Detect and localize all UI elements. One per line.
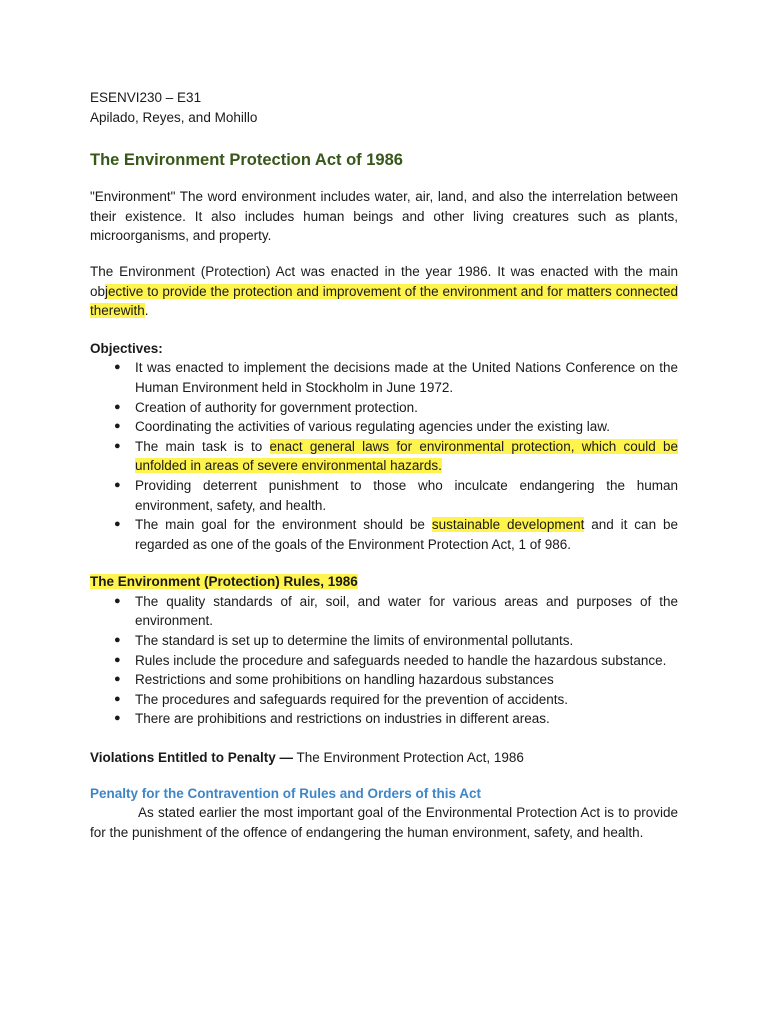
document-page: [90, 88, 678, 842]
rules-heading: The Environment (Protection) Rules, 1986: [90, 574, 358, 590]
document-title: The Environment Protection Act of 1986: [90, 151, 403, 170]
course-code: ESENVI230 – E31: [90, 90, 202, 105]
list-item: ● Coordinating the activities of various regulating agencies under the existing law.: [90, 417, 678, 437]
enactment-paragraph: [90, 262, 678, 321]
bullet-icon: ●: [114, 712, 121, 725]
bullet-icon: ●: [114, 361, 121, 374]
list-item: ● The quality standards of air, soil, and water for various areas and purposes of the environment.: [114, 593, 678, 629]
bullet-icon: ●: [114, 653, 121, 666]
list-item: ● The procedures and safeguards required for the prevention of accidents.: [90, 690, 678, 710]
list-item: ● Creation of authority for government protection.: [90, 398, 678, 418]
penalty-paragraph: As stated earlier the most important goal of the Environmental Protection Act is to provide for the punishment of the offence of endangering the human environment, safety, and health.: [90, 805, 678, 840]
bullet-icon: ●: [114, 634, 121, 647]
violations-text: The Environment Protection Act, 1986: [293, 750, 524, 766]
list-item: ● The main task is to enact general laws for environmental protection, which could be unfolded in areas of severe environmental hazards.: [114, 438, 679, 474]
bullet-icon: ●: [114, 594, 121, 607]
intro-paragraph: "Environment" The word environment includes water, air, land, and also the interrelation between their existence. It also includes human beings and other living creatures such as plants, microorganisms, and property.: [90, 189, 678, 244]
enactment-text: The Environment (Protection) Act was enacted in the year 1986. It was enacted with the main ob: [90, 263, 678, 299]
enactment-end: .: [144, 303, 149, 319]
bullet-icon: ●: [114, 478, 121, 491]
enactment-highlight: jective to provide the protection and improvement of the environment and for matters connected therewith: [90, 283, 678, 319]
list-item: ● The main goal for the environment should be sustainable development and it can be regarded as one of the goals of the Environment Protection Act, 1 of 986.: [114, 517, 678, 552]
bullet-icon: ●: [114, 518, 121, 531]
bullet-icon: ●: [114, 439, 121, 452]
penalty-heading: Penalty for the Contravention of Rules and Orders of this Act: [90, 785, 482, 801]
bullet-icon: ●: [114, 400, 121, 413]
violations-line: [90, 748, 678, 768]
list-item: ● Rules include the procedure and safeguards needed to handle the hazardous substance.: [90, 651, 678, 671]
violations-label: Violations Entitled to Penalty —: [90, 750, 294, 766]
authors: Apilado, Reyes, and Mohillo: [90, 109, 258, 125]
list-item: ● It was enacted to implement the decisions made at the United Nations Conference on the Human Environment held in Stockholm in June 1972.: [114, 360, 678, 395]
highlighted-text: enact general laws for environmental protection, which could be unfolded in areas of severe environmental hazards.: [135, 438, 679, 474]
highlighted-text: sustainable development: [431, 517, 585, 533]
list-item: ● Providing deterrent punishment to those who inculcate endangering the human environment, safety, and health.: [114, 477, 678, 513]
objectives-heading: Objectives:: [90, 340, 163, 356]
rules-heading-row: [90, 572, 678, 592]
objectives-list: [90, 358, 678, 554]
bullet-icon: ●: [114, 673, 121, 686]
list-item: ● There are prohibitions and restrictions on industries in different areas.: [90, 709, 678, 729]
bullet-icon: ●: [114, 420, 121, 433]
rules-list: [90, 592, 678, 729]
bullet-icon: ●: [114, 692, 121, 705]
list-item: ● The standard is set up to determine the limits of environmental pollutants.: [90, 631, 678, 651]
list-item: ● Restrictions and some prohibitions on handling hazardous substances: [90, 670, 678, 690]
